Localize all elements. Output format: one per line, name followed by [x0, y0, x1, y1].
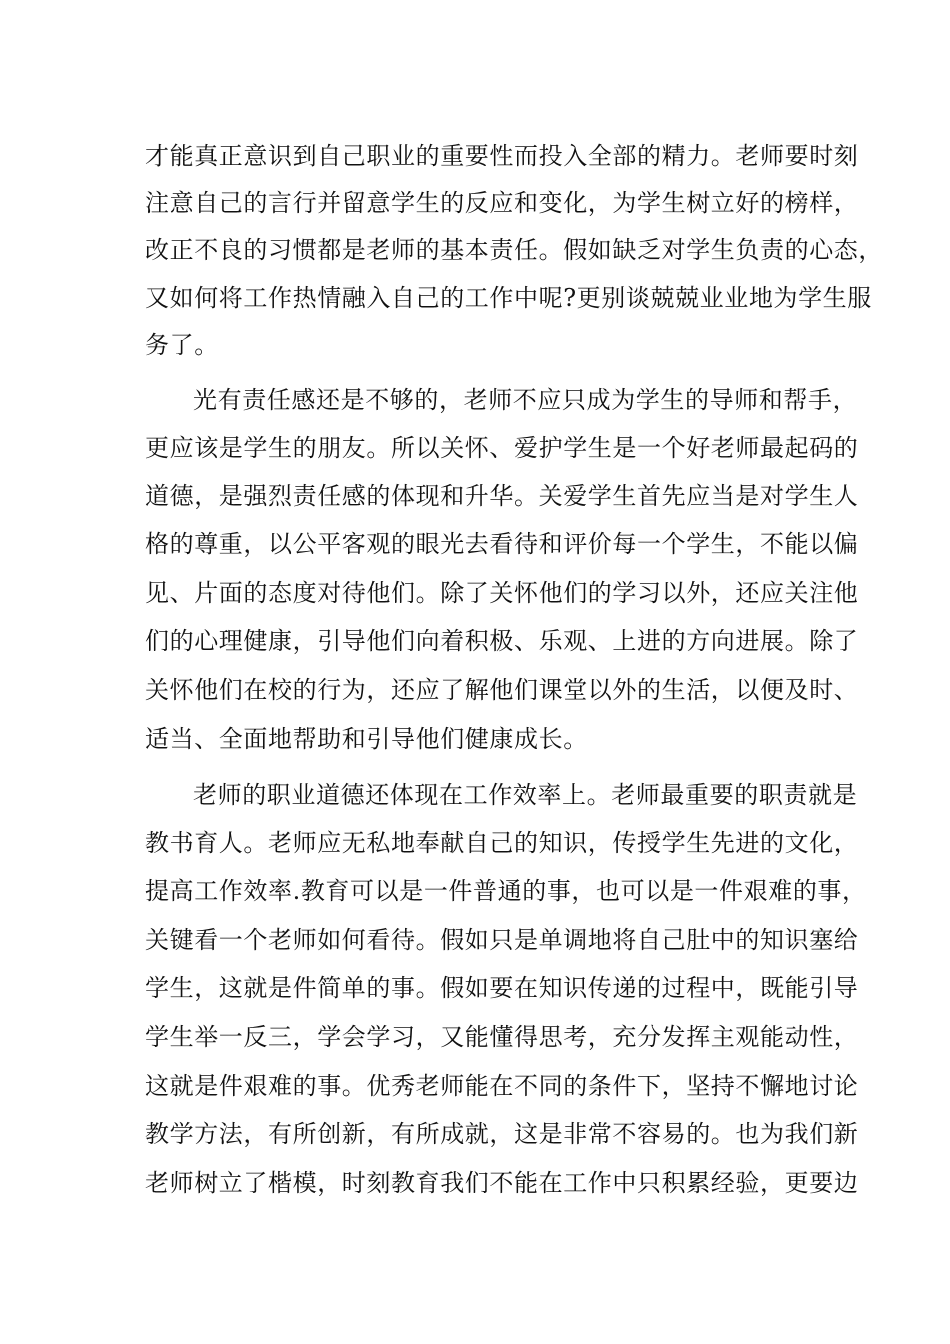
text-line: 格的尊重，以公平客观的眼光去看待和评价每一个学生，不能以偏 — [145, 530, 859, 558]
text-line: 注意自己的言行并留意学生的反应和变化，为学生树立好的榜样， — [145, 189, 859, 217]
text-line: 关怀他们在校的行为，还应了解他们课堂以外的生活，以便及时、 — [145, 676, 859, 704]
text-line: 教学方法，有所创新，有所成就，这是非常不容易的。也为我们新 — [145, 1120, 859, 1148]
text-line: 们的心理健康，引导他们向着积极、乐观、上进的方向进展。除了 — [145, 627, 859, 655]
text-line: 道德，是强烈责任感的体现和升华。关爱学生首先应当是对学生人 — [145, 482, 859, 510]
text-line: 务了。 — [145, 331, 219, 359]
text-line: 老师树立了楷模，时刻教育我们不能在工作中只积累经验，更要边 — [145, 1169, 859, 1197]
paragraph-first-line: 老师的职业道德还体现在工作效率上。老师最重要的职责就是 — [193, 781, 858, 809]
text-line: 提高工作效率.教育可以是一件普通的事，也可以是一件艰难的事， — [145, 877, 867, 905]
text-line: 适当、全面地帮助和引导他们健康成长。 — [145, 725, 588, 753]
text-line: 改正不良的习惯都是老师的基本责任。假如缺乏对学生负责的心态， — [145, 236, 883, 264]
text-line: 教书育人。老师应无私地奉献自己的知识，传授学生先进的文化， — [145, 829, 859, 857]
paragraph-first-line: 光有责任感还是不够的，老师不应只成为学生的导师和帮手， — [193, 386, 858, 414]
text-line: 关键看一个老师如何看待。假如只是单调地将自己肚中的知识塞给 — [145, 926, 859, 954]
text-line: 学生，这就是件简单的事。假如要在知识传递的过程中，既能引导 — [145, 974, 859, 1002]
text-line: 学生举一反三，学会学习，又能懂得思考，充分发挥主观能动性， — [145, 1023, 859, 1051]
text-line: 见、片面的态度对待他们。除了关怀他们的学习以外，还应关注他 — [145, 579, 859, 607]
text-line: 又如何将工作热情融入自己的工作中呢?更别谈兢兢业业地为学生服 — [145, 284, 872, 312]
text-line: 更应该是学生的朋友。所以关怀、爱护学生是一个好老师最起码的 — [145, 434, 859, 462]
text-line: 这就是件艰难的事。优秀老师能在不同的条件下，坚持不懈地讨论 — [145, 1072, 859, 1100]
text-line: 才能真正意识到自己职业的重要性而投入全部的精力。老师要时刻 — [145, 142, 859, 170]
